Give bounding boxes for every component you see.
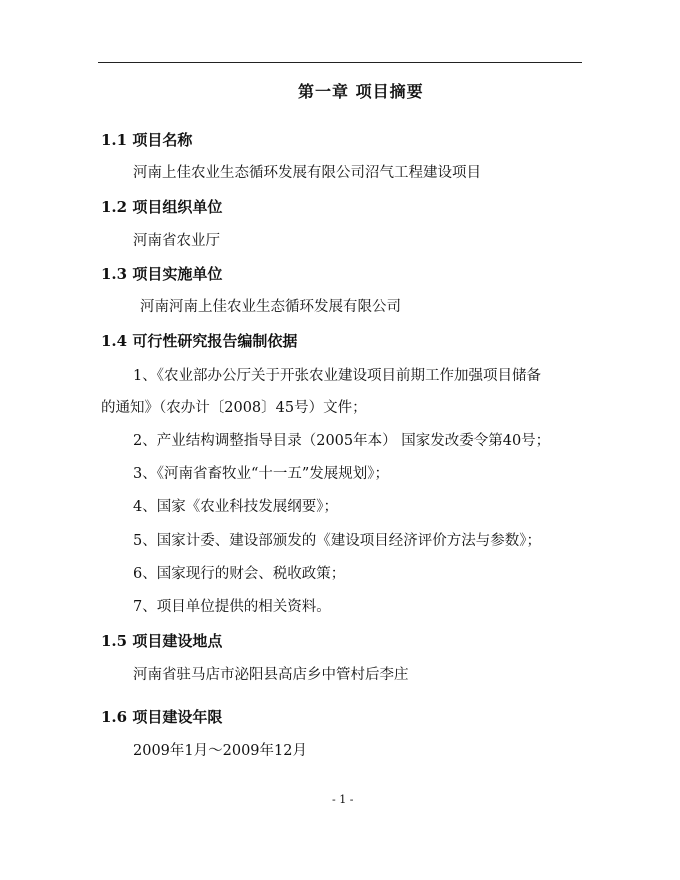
basis-item-6: 6、国家现行的财会、税收政策； [133, 566, 346, 582]
organizing-unit: 河南省农业厅 [133, 233, 220, 249]
section-heading-1-3: 1.3 项目实施单位 [101, 265, 223, 283]
section-heading-1-4: 1.4 可行性研究报告编制依据 [101, 332, 298, 350]
basis-item-5: 5、国家计委、建设部颁发的《建设项目经济评价方法与参数》； [133, 533, 541, 549]
basis-item-1-cont: 的通知》（农办计〔2008〕45号）文件； [101, 400, 367, 416]
construction-period: 2009年1月～2009年12月 [133, 743, 307, 759]
section-heading-1-1: 1.1 项目名称 [101, 131, 193, 149]
page-number: - 1 - [332, 793, 354, 806]
basis-item-2: 2、产业结构调整指导目录（2005年本） 国家发改委令第40号； [133, 433, 551, 449]
header-rule [98, 62, 582, 63]
section-heading-1-6: 1.6 项目建设年限 [101, 708, 223, 726]
basis-item-1: 1、《农业部办公厅关于开张农业建设项目前期工作加强项目储备 [133, 368, 541, 384]
basis-item-4: 4、国家《农业科技发展纲要》； [133, 499, 338, 515]
chapter-title: 第一章 项目摘要 [298, 82, 424, 101]
project-name: 河南上佳农业生态循环发展有限公司沼气工程建设项目 [133, 165, 481, 181]
basis-item-7: 7、项目单位提供的相关资料。 [133, 599, 331, 615]
basis-item-3: 3、《河南省畜牧业“十一五”发展规划》； [133, 466, 390, 482]
section-heading-1-5: 1.5 项目建设地点 [101, 632, 223, 650]
construction-site: 河南省驻马店市泌阳县高店乡中管村后李庄 [133, 667, 409, 683]
implementing-unit: 河南河南上佳农业生态循环发展有限公司 [140, 299, 401, 315]
section-heading-1-2: 1.2 项目组织单位 [101, 198, 223, 216]
